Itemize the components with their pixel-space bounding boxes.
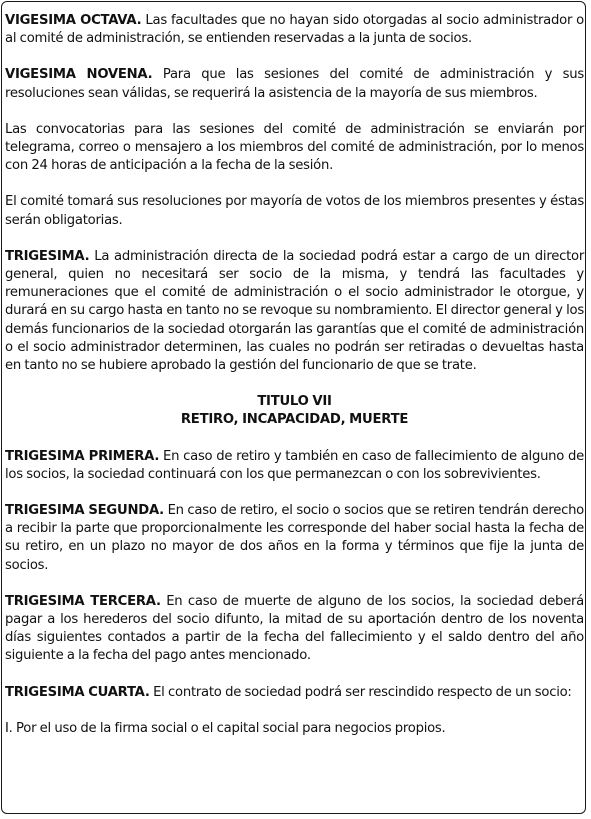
clause-text: En caso de muerte de alguno de los socios, la sociedad deberá pagar a los herederos del socio difunto, la mitad de su aportación dentro de los noventa días siguientes contados a partir de la fecha del fallecimiento y el saldo dentro del año siguiente a la fecha del pago antes mencionado. — [5, 593, 584, 664]
clause-trigesima-cuarta — [5, 684, 584, 702]
clause-text: El contrato de sociedad podrá ser rescindido respecto de un socio: — [149, 684, 572, 700]
clause-heading: TRIGESIMA TERCERA. — [5, 593, 161, 609]
clause-heading: TRIGESIMA SEGUNDA. — [5, 503, 164, 519]
clause-text: Para que las sesiones del comité de administración y sus resoluciones sean válidas, se requerirá la asistencia de la mayoría de sus miembros. — [5, 67, 584, 101]
clause-text: La administración directa de la sociedad podrá estar a cargo de un director general, quien no necesitará ser socio de la misma, y tendrá las facultades y remuneraciones que el comité de administración o el socio administrador le otorgue, y durará en su cargo hasta en tanto no se revoque su nombramiento. El director general y los demás funcionarios de la sociedad otorgarán las garantías que el comité de administración o el socio administrador determinen, las cuales no podrán ser retiradas o devueltas hasta en tanto no se hubiere aprobado la gestión del funcionario de que se trate. — [5, 248, 584, 374]
clause-trigesima-tercera — [5, 593, 584, 666]
clause-vigesima-octava — [5, 12, 584, 48]
document-body — [5, 12, 584, 756]
section-title-name: RETIRO, INCAPACIDAD, MUERTE — [180, 412, 409, 428]
paragraph-convocatorias — [5, 121, 584, 176]
clause-trigesima-segunda — [5, 502, 584, 575]
clause-heading: VIGESIMA NOVENA. — [5, 67, 153, 83]
clause-text: I. Por el uso de la firma social o el capital social para negocios propios. — [5, 720, 446, 736]
clause-vigesima-novena — [5, 66, 584, 102]
clause-heading: TRIGESIMA PRIMERA. — [5, 448, 160, 464]
clause-heading: TRIGESIMA. — [5, 248, 90, 264]
clause-text: En caso de retiro y también en caso de fallecimiento de alguno de los socios, la sociedad continuará con los que permanezcan o con los sobrevivientes. — [5, 448, 584, 482]
clause-heading: VIGESIMA OCTAVA. — [5, 13, 142, 28]
clause-trigesima — [5, 248, 584, 375]
clause-text: En caso de retiro, el socio o socios que se retiren tendrán derecho a recibir la parte que proporcionalmente les corresponde del haber social hasta la fecha de su retiro, en un plazo no mayor de dos años en la forma y términos que fije la junta de socios. — [5, 503, 584, 573]
clause-text: El comité tomará sus resoluciones por mayoría de votos de los miembros presentes y éstas serán obligatorias. — [5, 194, 584, 228]
clause-trigesima-primera — [5, 448, 584, 484]
clause-text: Las convocatorias para las sesiones del comité de administración se enviarán por telegrama, correo o mensajero a los miembros del comité de administración, por lo menos con 24 horas de anticipación a la fecha de la sesión. — [5, 121, 584, 174]
section-title-number: TITULO VII — [257, 394, 332, 410]
paragraph-resoluciones — [5, 193, 584, 229]
clause-heading: TRIGESIMA CUARTA. — [5, 684, 150, 700]
list-item-i — [5, 720, 584, 738]
section-title — [5, 393, 584, 429]
clause-text: Las facultades que no hayan sido otorgadas al socio administrador o al comité de administración, se entienden reservadas a la junta de socios. — [5, 13, 584, 47]
